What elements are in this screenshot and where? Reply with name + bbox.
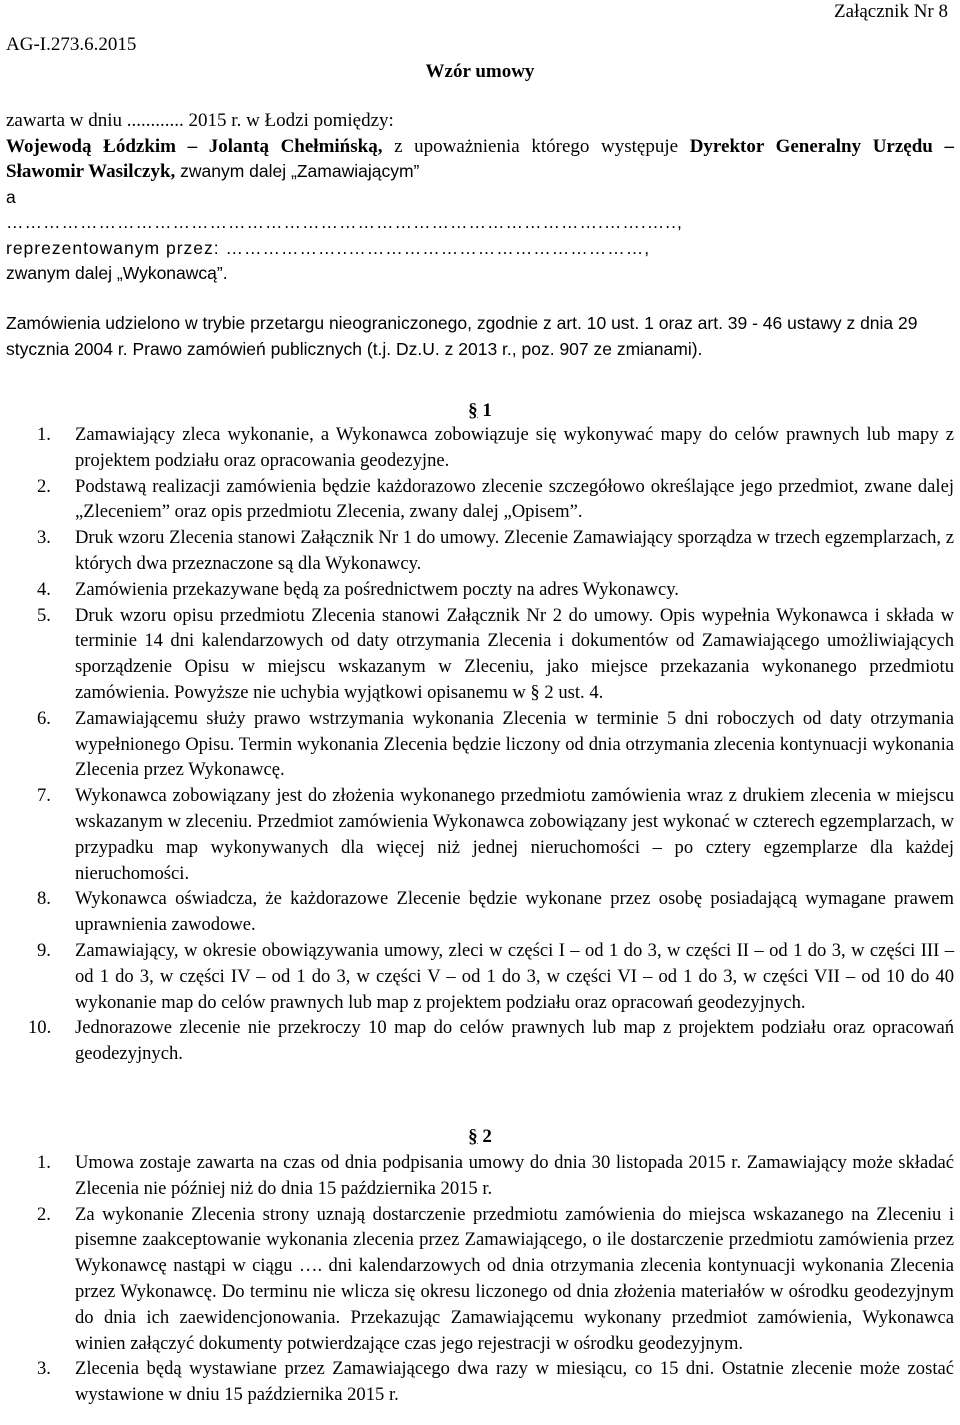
item-text: Umowa zostaje zawarta na czas od dnia podpisania umowy do dnia 30 listopada 2015 r. Zamawiający może składać Zlecenia nie później niż do dnia 15 października 2015 r.: [75, 1152, 954, 1199]
item-number: 9.: [37, 939, 51, 961]
item-number: 2.: [37, 475, 51, 497]
contractor-alias: zwanym dalej „Wykonawcą”.: [6, 263, 228, 283]
item-number: 3.: [37, 1358, 51, 1380]
list-item: [0, 1015, 954, 1067]
section-1-list: [0, 422, 954, 1067]
list-item: [0, 783, 954, 886]
list-item: [0, 422, 954, 474]
section-2-heading: [0, 1126, 960, 1148]
list-item: [0, 1356, 954, 1408]
item-number: 1.: [37, 424, 51, 445]
item-text: Zamawiający, w okresie obowiązywania umowy, zleci w części I – od 1 do 3, w części II – od 1 do 3, w części III – od 1 do 3, w części IV – od 1 do 3, w części V – od 1 do 3, w części VI – od 1 do 3, w części VII – od 10 do 40 wykonanie map do celów prawnych lub map z projektem podziału oraz opracowań geodezyjnych.: [75, 939, 954, 1013]
paragraph-mark: §: [468, 400, 478, 421]
list-item: [0, 886, 954, 938]
list-item: [0, 577, 954, 603]
item-number: 1.: [37, 1152, 51, 1173]
item-text: Wykonawca oświadcza, że każdorazowe Zlecenie będzie wykonane przez osobę posiadającą wymagane prawem uprawnienia zawodowe.: [75, 888, 954, 936]
section-number: 2: [482, 1126, 492, 1147]
item-text: Wykonawca zobowiązany jest do złożenia wykonanego przedmiotu zamówienia wraz z drukiem zlecenia w miejscu wskazanym w zleceniu. Przedmiot zamówienia Wykonawca zobowiązany jest wykonać w czterech egzemplarzach, w przypadku map wykonywanych dla więcej niż jednej nieruchomości – po cztery egzemplarze dla każdej nieruchomości.: [75, 785, 954, 884]
reference-number: AG-I.273.6.2015: [6, 34, 137, 55]
section-2-list: [0, 1150, 954, 1408]
attachment-label: Załącznik Nr 8: [834, 1, 948, 22]
list-item: [0, 1202, 954, 1357]
contractor-blank-line: …………………………………………………………………………………….…….…..,: [6, 212, 683, 232]
item-number: 2.: [37, 1203, 51, 1225]
list-item: [0, 474, 954, 526]
represented-by-line: reprezentowanym przez: ………………..…………………………………………,: [6, 237, 651, 258]
item-text: Druk wzoru Zlecenia stanowi Załącznik Nr 1 do umowy. Zlecenie Zamawiający sporządza w trzech egzemplarzach, z których dwa przeznaczone są dla Wykonawcy.: [75, 527, 954, 574]
item-number: 8.: [37, 888, 51, 910]
section-number: 1: [482, 400, 492, 421]
paragraph-mark: §: [468, 1126, 478, 1147]
party-one: [6, 134, 954, 185]
and-word: a: [6, 186, 16, 207]
list-item: [0, 603, 954, 706]
list-item: [0, 938, 954, 1015]
item-number: 4.: [37, 578, 51, 600]
party-one-authorization: z upoważnienia którego występuje: [382, 135, 690, 157]
party-one-director: Dyrektor Generalny Urzędu – Sławomir Wasilczyk,: [6, 135, 954, 182]
party-one-name: Wojewodą Łódzkim – Jolantą Chełmińską,: [6, 135, 383, 157]
item-text: Zlecenia będą wystawiane przez Zamawiającego dwa razy w miesiącu, co 15 dni. Ostatnie zlecenie może zostać wystawione w dniu 15 października 2015 r.: [75, 1358, 954, 1406]
list-item: [0, 706, 954, 783]
item-number: 5.: [37, 604, 51, 626]
item-text: Zamówienia przekazywane będą za pośrednictwem poczty na adres Wykonawcy.: [75, 578, 679, 600]
document-title: Wzór umowy: [425, 61, 535, 82]
item-number: 6.: [37, 707, 51, 729]
item-text: Podstawą realizacji zamówienia będzie każdorazowo zlecenie szczegółowo określające jego przedmiot, zwane dalej „Zleceniem” oraz opis przedmiotu Zlecenia, zwany dalej „Opisem”.: [75, 475, 954, 523]
item-text: Zamawiającemu służy prawo wstrzymania wykonania Zlecenia w terminie 5 dni roboczych od daty otrzymania wypełnionego Opisu. Termin wykonania Zlecenia będzie liczony od dnia otrzymania zlecenia kontynuacji wykonania Zlecenia przez Wykonawcę.: [75, 707, 954, 781]
legal-basis-text: Zamówienia udzielono w trybie przetargu nieograniczonego, zgodnie z art. 10 ust. 1 oraz art. 39 - 46 ustawy z dnia 29 stycznia 2004 r. Prawo zamówień publicznych (t.j. Dz.U. z 2013 r., poz. 907 ze zmianami).: [6, 313, 918, 359]
party-one-alias: zwanym dalej „Zamawiającym”: [175, 161, 420, 181]
item-text: Za wykonanie Zlecenia strony uznają dostarczenie przedmiotu zamówienia do miejsca wskazanego na Zleceniu i pisemne zaakceptowanie wykonania zlecenia przez Zamawiającego, o ile dostarczenie przedmiotu zamówienia przez Wykonawcę nastąpi w ciągu …. dni kalendarzowych od dnia otrzymania zlecenia kontynuacji wykonania Zlecenia przez Wykonawcę. Do terminu nie wlicza się okresu liczonego od dnia złożenia materiałów w ośrodku geodezyjnym do dnia ich zaewidencjonowania. Przekazując Zamawiającemu wykonany przedmiot zamówienia, Wykonawca winien załączyć dokumenty potwierdzające czas jego rejestracji w ośrodku geodezyjnym.: [75, 1203, 954, 1354]
item-text: Zamawiający zleca wykonanie, a Wykonawca zobowiązuje się wykonywać mapy do celów prawnych lub mapy z projektem podziału oraz opracowania geodezyjne.: [75, 424, 954, 471]
item-text: Jednorazowe zlecenie nie przekroczy 10 map do celów prawnych lub map z projektem podziału oraz opracowań geodezyjnych.: [75, 1017, 954, 1065]
item-text: Druk wzoru opisu przedmiotu Zlecenia stanowi Załącznik Nr 2 do umowy. Opis wypełnia Wykonawca i składa w terminie 14 dni kalendarzowych od daty otrzymania Zlecenia i dokumentów od Zamawiającego umożliwiających sporządzenie Opisu w miejscu wskazanym w Zleceniu, jako miejsce przekazania wykonanego przedmiotu zamówienia. Powyższe nie uchybia wyjątkowi opisanemu w § 2 ust. 4.: [75, 604, 954, 703]
contract-date-line: zawarta w dniu ............ 2015 r. w Łodzi pomiędzy:: [6, 110, 394, 131]
contract-parties: [6, 108, 954, 287]
list-item: [0, 1150, 954, 1202]
item-number: 10.: [28, 1017, 52, 1039]
item-number: 3.: [37, 527, 51, 549]
item-number: 7.: [37, 785, 51, 807]
list-item: [0, 525, 954, 577]
legal-basis: [6, 310, 954, 362]
section-1-heading: [0, 400, 960, 422]
